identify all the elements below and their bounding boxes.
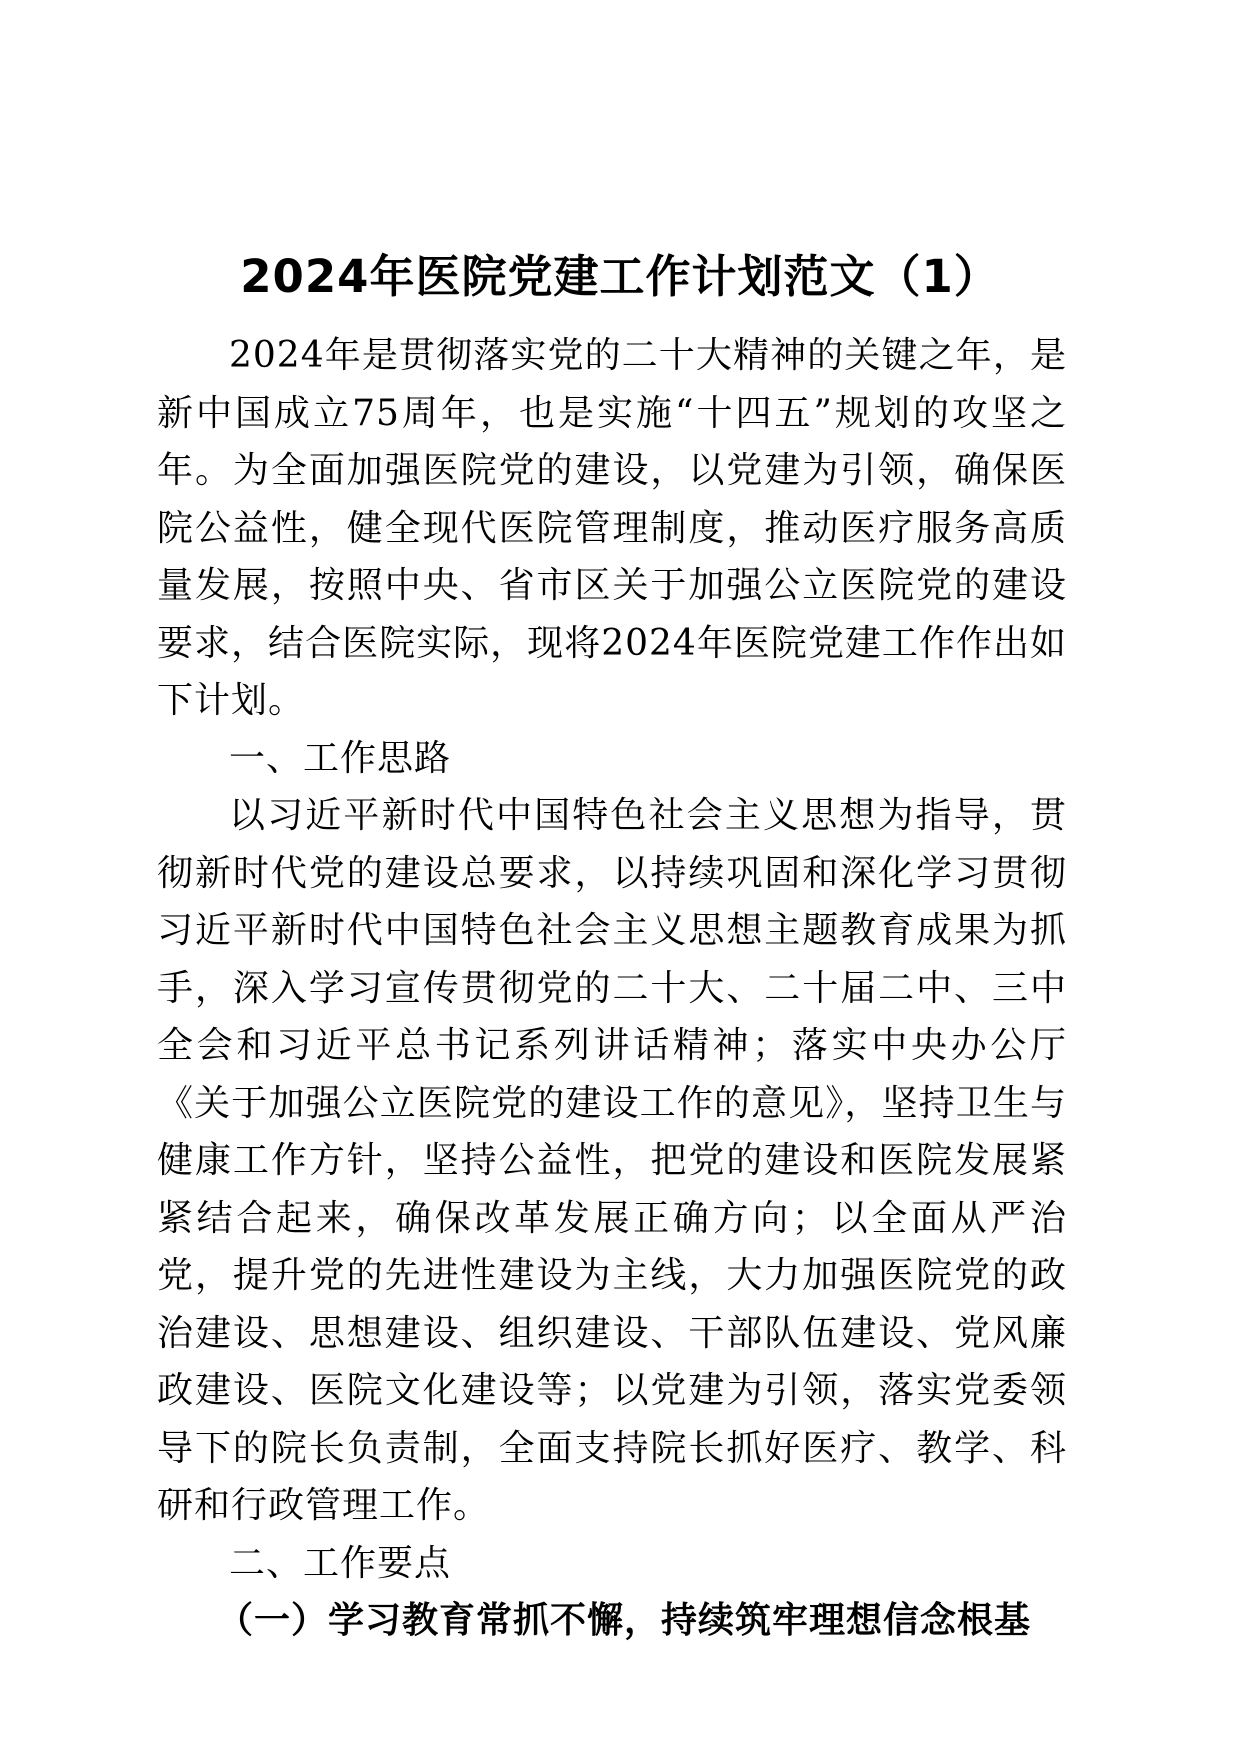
section-heading-work-approach: 一、工作思路	[229, 737, 452, 779]
subsection-heading-study-education: （一）学习教育常抓不懈，持续筑牢理想信念根基	[217, 1600, 1032, 1641]
section-heading-work-points: 二、工作要点	[229, 1542, 452, 1584]
document-body	[157, 327, 1067, 1650]
work-approach-paragraph: 以习近平新时代中国特色社会主义思想为指导，贯彻新时代党的建设总要求，以持续巩固和深化学习贯彻习近平新时代中国特色社会主义思想主题教育成果为抓手，深入学习宣传贯彻党的二十大、二十届二中、三中全会和习近平总书记系列讲话精神；落实中央办公厅《关于加强公立医院党的建设工作的意见》，坚持卫生与健康工作方针，坚持公益性，把党的建设和医院发展紧紧结合起来，确保改革发展正确方向；以全面从严治党，提升党的先进性建设为主线，大力加强医院党的政治建设、思想建设、组织建设、干部队伍建设、党风廉政建设、医院文化建设等；以党建为引领，落实党委领导下的院长负责制，全面支持院长抓好医疗、教学、科研和行政管理工作。	[157, 795, 1067, 1526]
document-title: 2024年医院党建工作计划范文（1）	[240, 250, 1000, 303]
intro-paragraph: 2024年是贯彻落实党的二十大精神的关键之年，是新中国成立75周年，也是实施“十四五”规划的攻坚之年。为全面加强医院党的建设，以党建为引领，确保医院公益性，健全现代医院管理制度，推动医疗服务高质量发展，按照中央、省市区关于加强公立医院党的建设要求，结合医院实际，现将2024年医院党建工作作出如下计划。	[157, 335, 1067, 721]
